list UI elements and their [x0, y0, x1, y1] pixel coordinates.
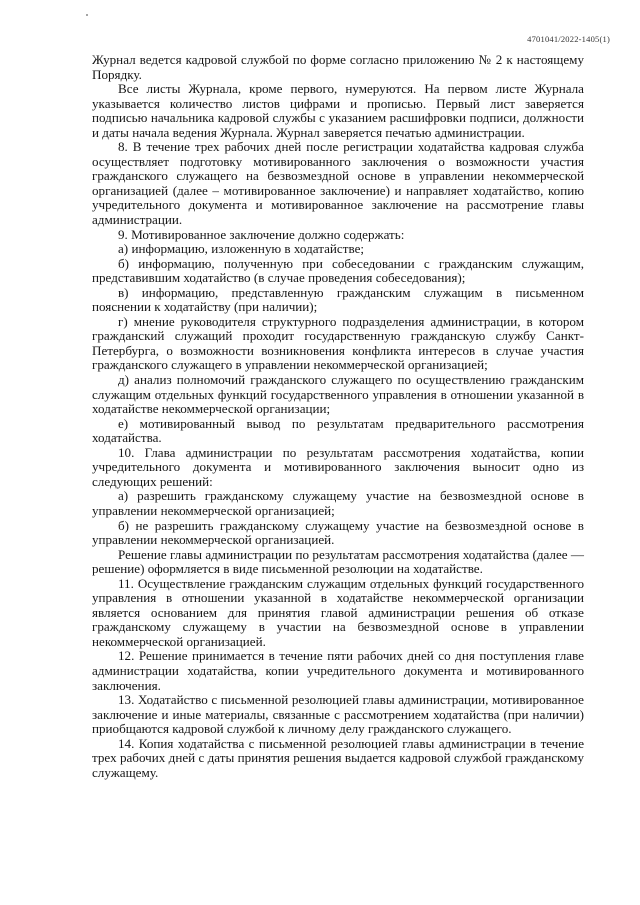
paragraph-item-9: 9. Мотивированное заключение должно содержать:: [118, 226, 405, 242]
paragraph-item-14: 14. Копия ходатайства с письменной резолюцией главы администрации в течение трех рабочих дней с даты принятия решения выдается кадровой службой гражданскому служащему.: [92, 735, 584, 780]
paragraph-item-13: 13. Ходатайство с письменной резолюцией главы администрации, мотивированное заключение и иные материалы, связанные с рассмотрением ходатайства (при наличии) приобщаются кадровой службой к личному делу гражданского служащего.: [92, 692, 584, 737]
scan-speck: [86, 14, 88, 16]
paragraph-item-9a: а) информацию, изложенную в ходатайстве;: [118, 241, 365, 257]
paragraph-item-10a: а) разрешить гражданскому служащему участие на безвозмездной основе в управлении некоммерческой организацией;: [92, 488, 584, 518]
paragraph-journal-form: Журнал ведется кадровой службой по форме согласно приложению № 2 к настоящему Порядку.: [92, 52, 584, 82]
paragraph-item-9b: б) информацию, полученную при собеседовании с гражданским служащим, представившим ходатайство (в случае проведения собеседования);: [92, 255, 584, 286]
paragraph-item-12: 12. Решение принимается в течение пяти рабочих дней со дня поступления главе администрации ходатайства, копии учредительного документа и мотивированного заключения.: [92, 648, 584, 693]
paragraph-item-9d: д) анализ полномочий гражданского служащего по осуществлению гражданским служащим отдельных функций государственного управления в отношении указанной в ходатайстве некоммерческой организации;: [92, 372, 584, 417]
paragraph-decision-form: Решение главы администрации по результатам рассмотрения ходатайства (далее — решение) оформляется в виде письменной резолюции на ходатайстве.: [92, 546, 584, 577]
paragraph-item-8: 8. В течение трех рабочих дней после регистрации ходатайства кадровая служба осуществляет подготовку мотивированного заключения о возможности участия гражданского служащего на безвозмездной основе в управлении некоммерческой организацией (далее – мотивированное заключение) и направляет ходатайство, копию учредительного документа и мотивированное заключение на рассмотрение главы администрации.: [92, 139, 584, 228]
paragraph-item-9e: е) мотивированный вывод по результатам предварительного рассмотрения ходатайства.: [92, 415, 584, 446]
document-code: 4701041/2022-1405(1): [527, 34, 610, 44]
paragraph-item-10b: б) не разрешить гражданскому служащему участие на безвозмездной основе в управлении некоммерческой организацией.: [92, 517, 584, 548]
document-body: [92, 53, 584, 780]
paragraph-item-10: 10. Глава администрации по результатам рассмотрения ходатайства, копии учредительного документа и мотивированного заключения выносит одно из следующих решений:: [92, 444, 584, 489]
paragraph-journal-sheets: Все листы Журнала, кроме первого, нумеруются. На первом листе Журнала указывается количество листов цифрами и прописью. Первый лист заверяется подписью начальника кадровой службы с указанием расшифровки подписи, должности и даты начала ведения Журнала. Журнал заверяется печатью администрации.: [92, 81, 584, 140]
paragraph-item-9v: в) информацию, представленную гражданским служащим в письменном пояснении к ходатайству (при наличии);: [92, 284, 584, 315]
paragraph-item-11: 11. Осуществление гражданским служащим отдельных функций государственного управления в отношении указанной в ходатайстве некоммерческой организации является основанием для принятия главой администрации решения об отказе гражданскому служащему в участии на безвозмездной основе в управлении некоммерческой организацией.: [92, 575, 584, 649]
paragraph-item-9g: г) мнение руководителя структурного подразделения администрации, в котором гражданский служащий проходит государственную гражданскую службу Санкт-Петербурга, о возможности возникновения конфликта интересов в случае участия гражданского служащего в управлении некоммерческой организацией;: [92, 313, 584, 373]
